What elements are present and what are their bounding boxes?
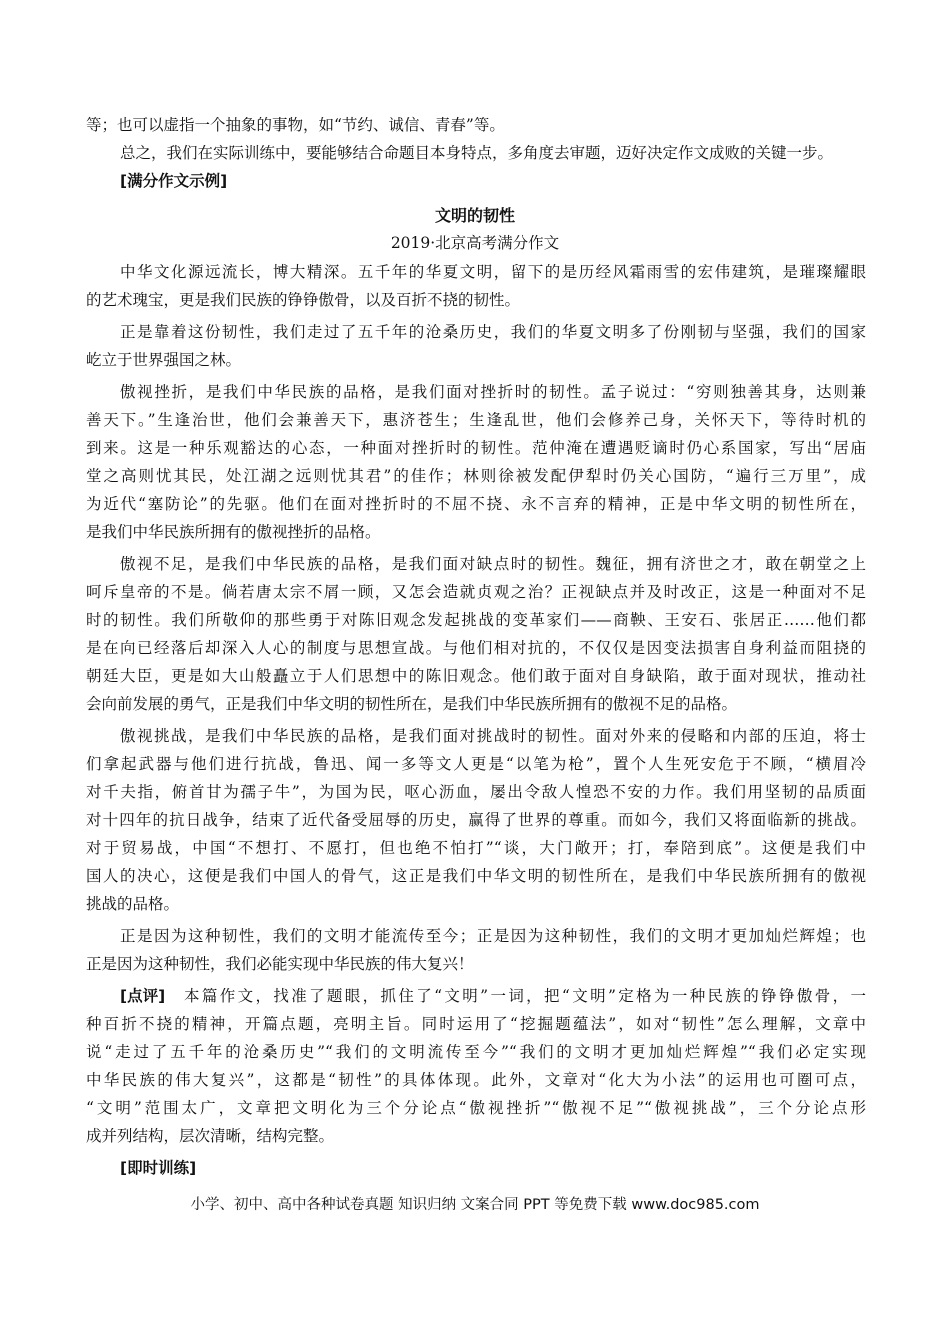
essay-line: 呵斥皇帝的不是。倘若唐太宗不屑一顾，又怎会造就贞观之治？正视缺点并及时改正，这是一种面对不足 (86, 583, 866, 601)
intro-line: 总之，我们在实际训练中，要能够结合命题目本身特点，多角度去审题，迈好决定作文成败的关键一步。 (120, 144, 834, 162)
essay-line: 是我们中华民族所拥有的傲视挫折的品格。 (86, 523, 381, 541)
essay-line: 们拿起武器与他们进行抗战，鲁迅、闻一多等文人更是“以笔为枪”，置个人生死安危于不顾，“横眉冷 (86, 755, 866, 773)
essay-line: 为近代“塞防论”的先驱。他们在面对挫折时的不屈不挠、永不言弃的精神，正是中华文明的韧性所在， (86, 495, 866, 513)
essay-line: 会向前发展的勇气，正是我们中华文明的韧性所在，是我们中华民族所拥有的傲视不足的品格。 (86, 695, 738, 713)
essay-line: 对十四年的抗日战争，结束了近代备受屈辱的历史，赢得了世界的尊重。而如今，我们又将面临新的挑战。 (86, 811, 866, 829)
essay-line: 对千夫指，俯首甘为孺子牛”，为国为民，呕心沥血，屡出令敌人惶恐不安的力作。我们用坚韧的品质面 (86, 783, 866, 801)
essay-line: 傲视挫折，是我们中华民族的品格，是我们面对挫折时的韧性。孟子说过：“穷则独善其身，达则兼 (120, 383, 866, 401)
essay-line: 正是靠着这份韧性，我们走过了五千年的沧桑历史，我们的华夏文明多了份刚韧与坚强，我们的国家 (120, 323, 866, 341)
essay-line: 傲视不足，是我们中华民族的品格，是我们面对缺点时的韧性。魏征，拥有济世之才，敢在朝堂之上 (120, 555, 866, 573)
page-footer: 小学、初中、高中各种试卷真题 知识归纳 文案合同 PPT 等免费下载 www.doc985.com (190, 1197, 760, 1213)
comment-line: 本篇作文，找准了题眼，抓住了“文明”一词，把“文明”定格为一种民族的铮铮傲骨，一 (184, 987, 866, 1005)
comment-tag: [点评] (120, 987, 166, 1005)
essay-line: 挑战的品格。 (86, 895, 180, 913)
comment-line: 成并列结构，层次清晰，结构完整。 (86, 1127, 335, 1145)
section-heading-example: [满分作文示例] (120, 172, 228, 190)
essay-line: 屹立于世界强国之林。 (86, 351, 242, 369)
intro-line: 等；也可以虚指一个抽象的事物，如“节约、诚信、青春”等。 (86, 116, 505, 134)
essay-title: 文明的韧性 (434, 206, 515, 225)
essay-line: 傲视挑战，是我们中华民族的品格，是我们面对挑战时的韧性。面对外来的侵略和内部的压迫，将士 (120, 727, 866, 745)
essay-line: 是在向已经落后却深入人心的制度与思想宣战。与他们相对抗的，不仅仅是因变法损害自身利益而阻挠的 (86, 639, 866, 657)
comment-line: 说“走过了五千年的沧桑历史”“我们的文明流传至今”“我们的文明才更加灿烂辉煌”“我们必定实现 (86, 1043, 866, 1061)
comment-line: 种百折不挠的精神，开篇点题，亮明主旨。同时运用了“挖掘题蕴法”，如对“韧性”怎么理解，文章中 (86, 1015, 866, 1033)
section-heading-practice: [即时训练] (120, 1159, 197, 1177)
essay-subtitle: 2019·北京高考满分作文 (390, 234, 560, 252)
comment-line: “文明”范围太广，文章把文明化为三个分论点“傲视挫折”“傲视不足”“傲视挑战”，三个分论点形 (86, 1099, 866, 1117)
essay-line: 朝廷大臣，更是如大山般矗立于人们思想中的陈旧观念。他们敢于面对自身缺陷，敢于面对现状，推动社 (86, 667, 866, 685)
essay-line: 对于贸易战，中国“不想打、不愿打，但也绝不怕打”“谈，大门敞开；打，奉陪到底”。这便是我们中 (86, 839, 866, 857)
essay-line: 中华文化源远流长，博大精深。五千年的华夏文明，留下的是历经风霜雨雪的宏伟建筑，是璀璨耀眼 (120, 263, 866, 281)
comment-line: 中华民族的伟大复兴”，这都是“韧性”的具体体现。此外，文章对“化大为小法”的运用也可圈可点， (86, 1071, 866, 1089)
essay-line: 正是因为这种韧性，我们必能实现中华民族的伟大复兴！ (86, 955, 474, 973)
essay-line: 善天下。”生逢治世，他们会兼善天下，惠济苍生；生逢乱世，他们会修养己身，关怀天下，等待时机的 (86, 411, 866, 429)
essay-line: 到来。这是一种乐观豁达的心态，一种面对挫折时的韧性。范仲淹在遭遇贬谪时仍心系国家，写出“居庙 (86, 439, 866, 457)
essay-line: 的艺术瑰宝，更是我们民族的铮铮傲骨，以及百折不挠的韧性。 (86, 291, 521, 309)
essay-line: 正是因为这种韧性，我们的文明才能流传至今；正是因为这种韧性，我们的文明才更加灿烂辉煌；也 (120, 927, 866, 945)
essay-line: 时的韧性。我们所敬仰的那些勇于对陈旧观念发起挑战的变革家们——商鞅、王安石、张居正……他们都 (86, 611, 866, 629)
essay-line: 国人的决心，这便是我们中国人的骨气，这正是我们中华文明的韧性所在，是我们中华民族所拥有的傲视 (86, 867, 866, 885)
essay-line: 堂之高则忧其民，处江湖之远则忧其君”的佳作；林则徐被发配伊犁时仍关心国防，“遍行三万里”，成 (86, 467, 866, 485)
